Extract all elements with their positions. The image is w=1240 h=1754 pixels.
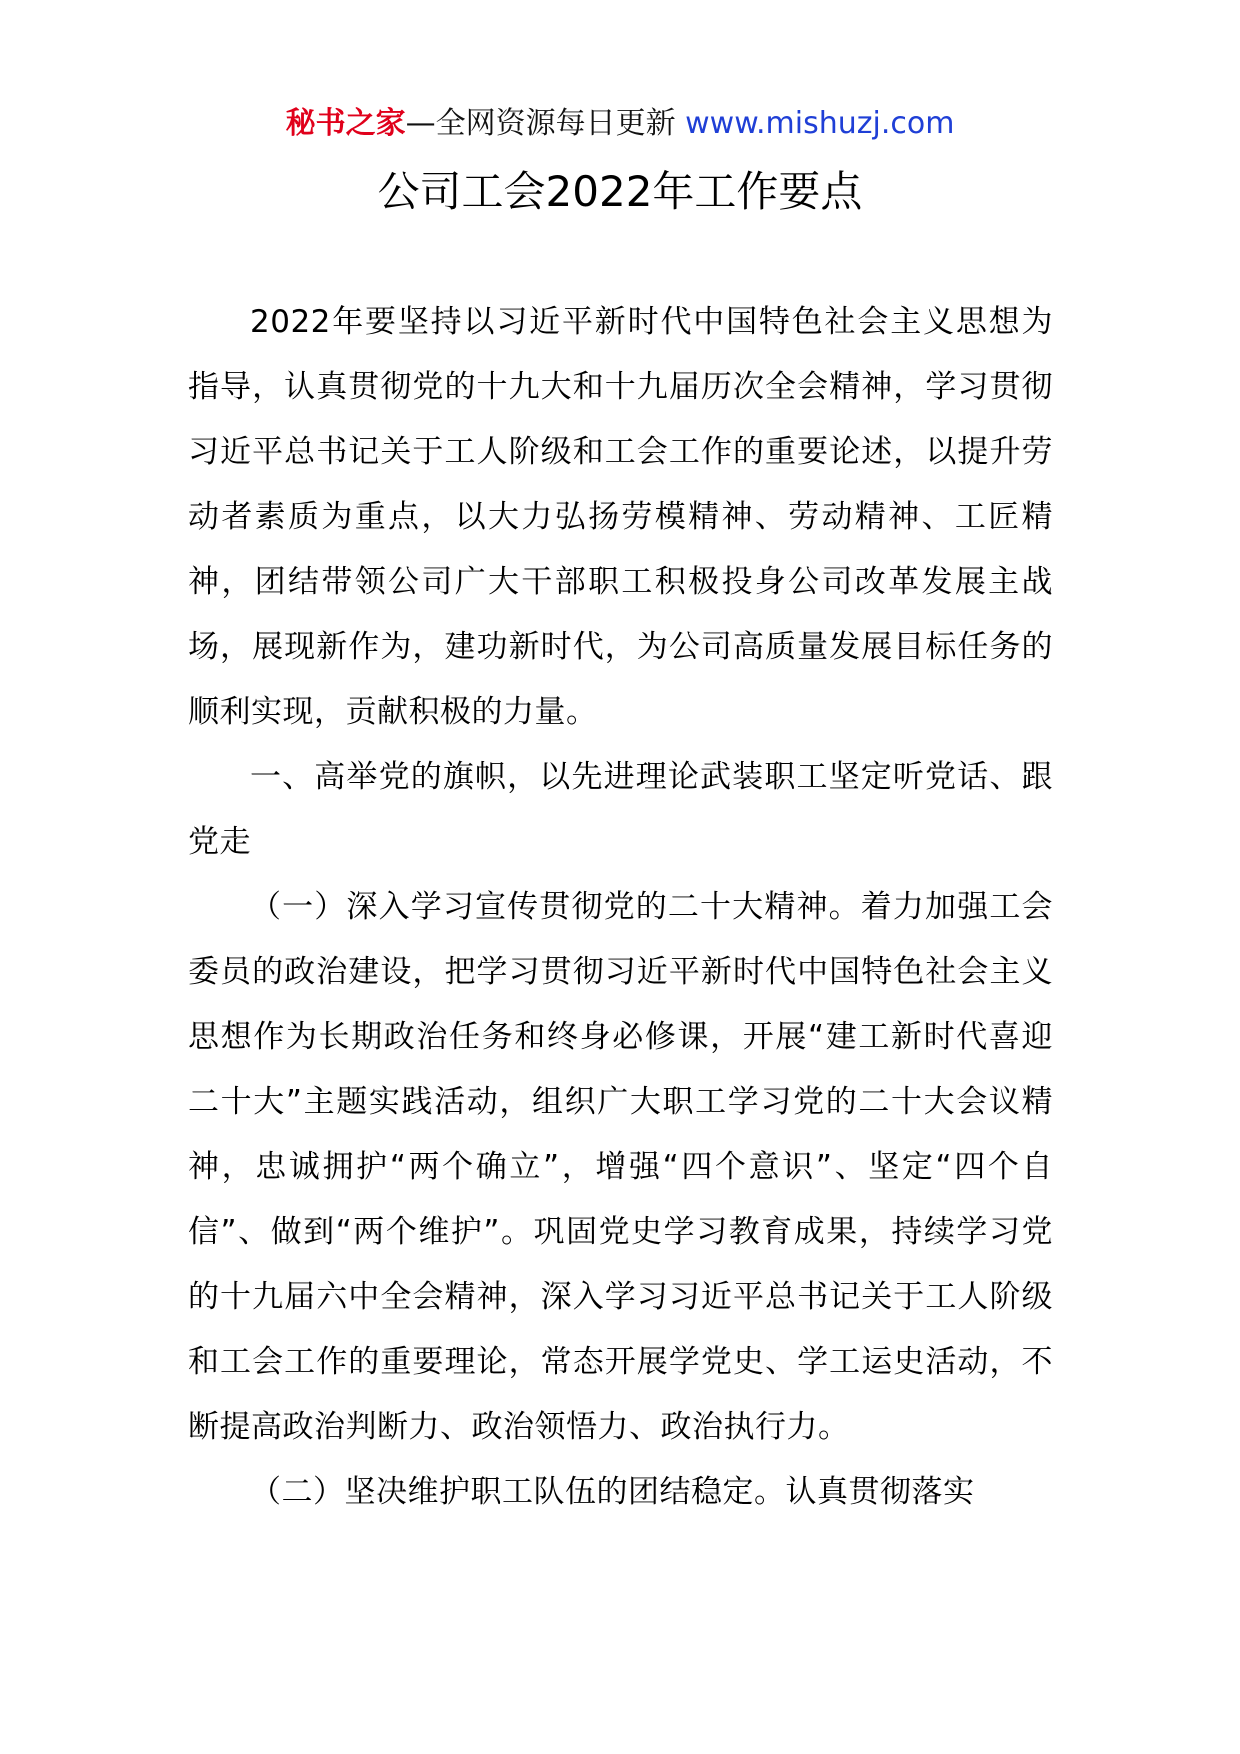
watermark-header [0,102,1240,146]
paragraph-item-1: （一）深入学习宣传贯彻党的二十大精神。着力加强工会委员的政治建设，把学习贯彻习近平新时代中国特色社会主义思想作为长期政治任务和终身必修课，开展“建工新时代喜迎二十大”主题实践活动，组织广大职工学习党的二十大会议精神，忠诚拥护“两个确立”，增强“四个意识”、坚定“四个自信”、做到“两个维护”。巩固党史学习教育成果，持续学习党的十九届六中全会精神，深入学习习近平总书记关于工人阶级和工会工作的重要理论，常态开展学党史、学工运史活动，不断提高政治判断力、政治领悟力、政治执行力。 [188,889,1053,1445]
heading-section-1: 一、高举党的旗帜，以先进理论武装职工坚定听党话、跟党走 [188,759,1053,860]
header-tagline: —全网资源每日更新 [405,106,686,141]
header-url[interactable]: www.mishuzj.com [685,106,955,141]
document-title: 公司工会2022年工作要点 [377,167,863,216]
brand-name: 秘书之家 [285,106,406,141]
document-body [188,290,1053,1525]
paragraph-item-2: （二）坚决维护职工队伍的团结稳定。认真贯彻落实 [250,1474,975,1510]
paragraph-intro: 2022年要坚持以习近平新时代中国特色社会主义思想为指导，认真贯彻党的十九大和十九届历次全会精神，学习贯彻习近平总书记关于工人阶级和工会工作的重要论述，以提升劳动者素质为重点，以大力弘扬劳模精神、劳动精神、工匠精神，团结带领公司广大干部职工积极投身公司改革发展主战场，展现新作为，建功新时代，为公司高质量发展目标任务的顺利实现，贡献积极的力量。 [188,304,1053,730]
